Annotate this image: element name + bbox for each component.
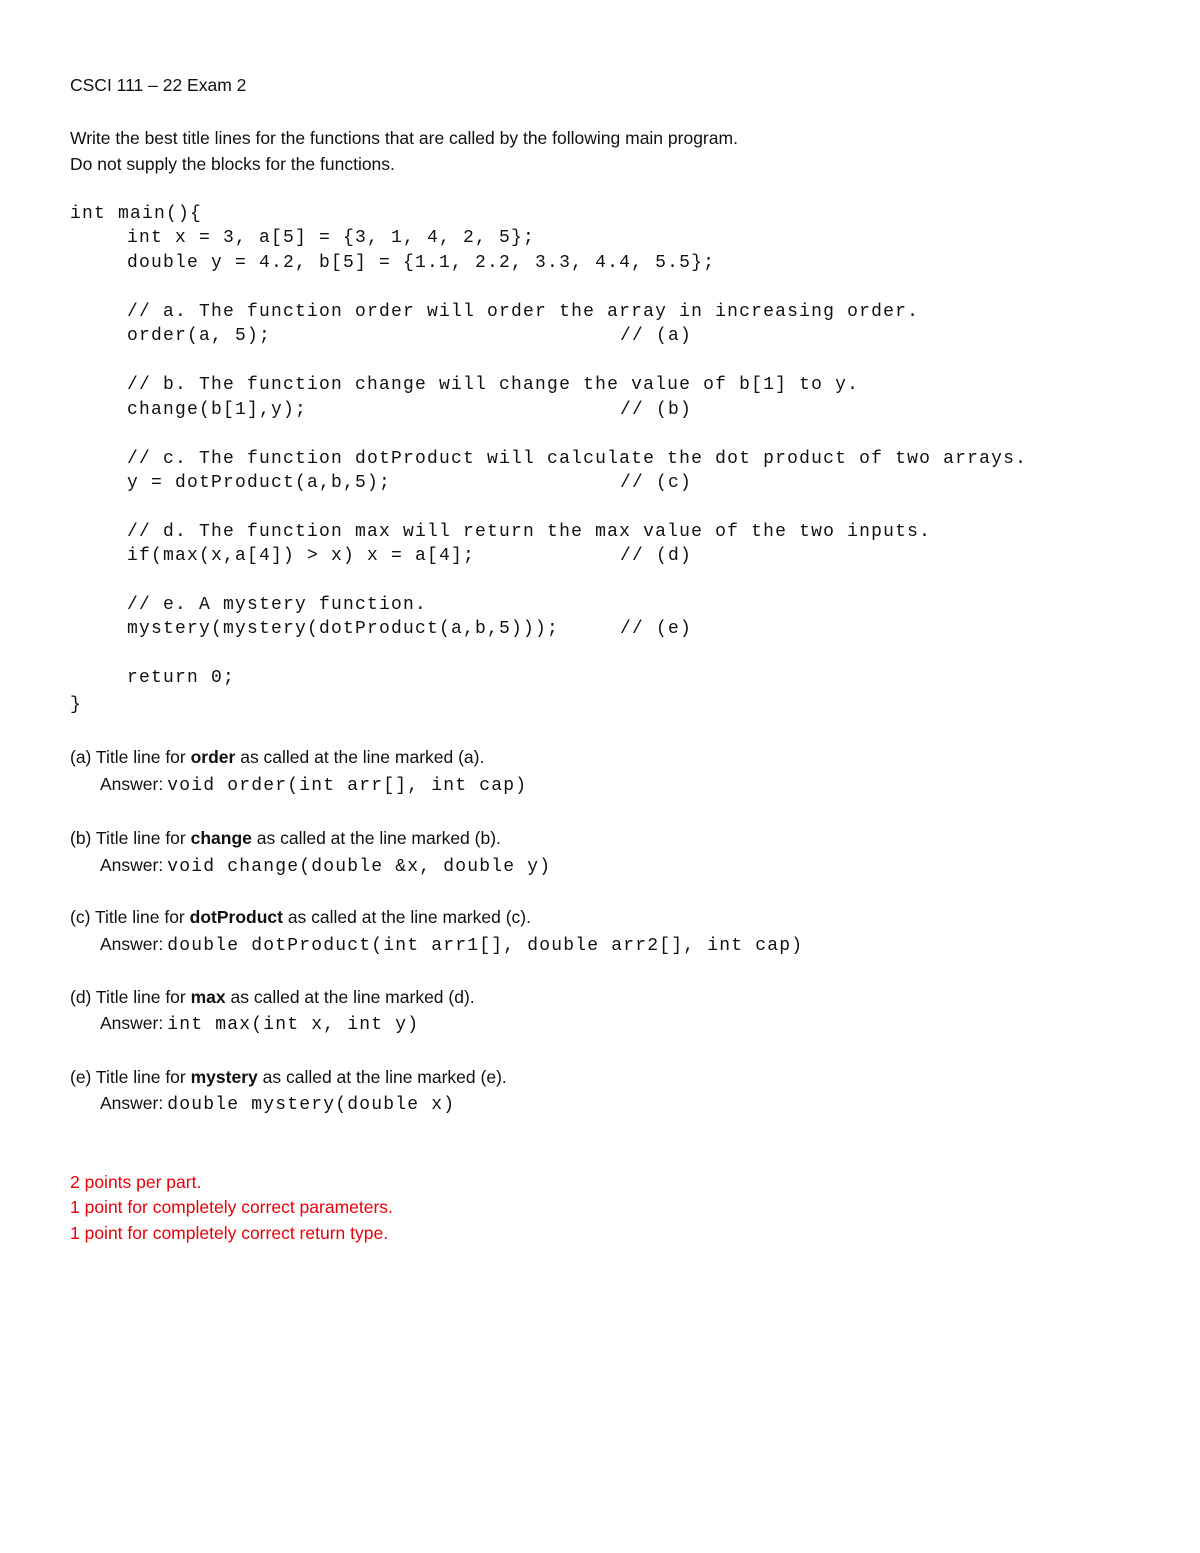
answer-e (100, 1091, 455, 1117)
code-comment-d: // d. The function max will return the max value of the two inputs. (127, 522, 932, 542)
question-a (70, 745, 484, 769)
question-d-text2: as called at the line marked (225, 987, 449, 1007)
grading-note-3: 1 point for completely correct return type. (70, 1223, 389, 1243)
question-b (70, 826, 501, 850)
answer-c (100, 932, 803, 958)
code-return: return 0; (127, 668, 236, 688)
code-decl-int: int x = 3, a[5] = {3, 1, 4, 2, 5}; (127, 228, 536, 248)
question-b-fn: change (190, 828, 252, 848)
answer-b-label: Answer: (100, 855, 164, 875)
instruction-line-2: Do not supply the blocks for the functions. (70, 154, 395, 174)
answer-d (100, 1011, 419, 1037)
question-a-fn: order (190, 747, 236, 767)
answer-d-label: Answer: (100, 1013, 164, 1033)
question-e (70, 1065, 507, 1089)
question-e-mark: (e). (480, 1067, 507, 1087)
question-a-mark: (a). (458, 747, 485, 767)
question-c-text2: as called at the line marked (282, 907, 506, 927)
question-c-fn: dotProduct (189, 907, 283, 927)
code-comment-b: // b. The function change will change the value of b[1] to y. (127, 375, 860, 395)
code-marker-b: // (b) (620, 400, 693, 420)
answer-c-code: double dotProduct(int arr1[], double arr2[], int cap) (167, 936, 804, 956)
code-stmt-d: if(max(x,a[4]) > x) x = a[4]; (127, 546, 476, 566)
question-d-text: Title line for (91, 987, 191, 1007)
question-a-label: (a) (70, 747, 92, 767)
code-stmt-e: mystery(mystery(dotProduct(a,b,5))); (127, 619, 560, 639)
answer-b-code: void change(double &x, double y) (167, 857, 552, 877)
question-c-label: (c) (70, 907, 91, 927)
question-d-mark: (d). (448, 987, 475, 1007)
answer-a (100, 772, 527, 798)
question-e-fn: mystery (190, 1067, 258, 1087)
code-stmt-b: change(b[1],y); (127, 400, 308, 420)
code-comment-a: // a. The function order will order the array in increasing order. (127, 302, 920, 322)
answer-c-label: Answer: (100, 934, 164, 954)
answer-a-code: void order(int arr[], int cap) (167, 776, 528, 796)
question-d-fn: max (190, 987, 226, 1007)
question-c-text: Title line for (90, 907, 190, 927)
answer-e-label: Answer: (100, 1093, 164, 1113)
question-e-label: (e) (70, 1067, 92, 1087)
page-title: CSCI 111 – 22 Exam 2 (70, 75, 247, 95)
code-marker-a: // (a) (620, 326, 693, 346)
grading-note-2: 1 point for completely correct parameters. (70, 1197, 393, 1217)
question-b-mark: (b). (474, 828, 501, 848)
question-a-text: Title line for (91, 747, 191, 767)
question-d-label: (d) (70, 987, 92, 1007)
question-d (70, 985, 475, 1009)
code-stmt-c: y = dotProduct(a,b,5); (127, 473, 392, 493)
code-comment-c: // c. The function dotProduct will calculate the dot product of two arrays. (127, 449, 1028, 469)
instruction-line-1: Write the best title lines for the functions that are called by the following main program. (70, 128, 738, 148)
question-e-text2: as called at the line marked (257, 1067, 481, 1087)
code-main-close: } (70, 695, 83, 715)
answer-b (100, 853, 551, 879)
grading-note-1: 2 points per part. (70, 1172, 202, 1192)
question-c (70, 905, 531, 929)
answer-d-code: int max(int x, int y) (167, 1015, 420, 1035)
answer-a-label: Answer: (100, 774, 164, 794)
question-b-label: (b) (70, 828, 92, 848)
code-comment-e: // e. A mystery function. (127, 595, 428, 615)
answer-e-code: double mystery(double x) (167, 1095, 456, 1115)
question-e-text: Title line for (91, 1067, 191, 1087)
code-stmt-a: order(a, 5); (127, 326, 272, 346)
question-c-mark: (c). (505, 907, 531, 927)
code-marker-e: // (e) (620, 619, 693, 639)
question-a-text2: as called at the line marked (235, 747, 459, 767)
code-main-open: int main(){ (70, 204, 203, 224)
code-decl-double: double y = 4.2, b[5] = {1.1, 2.2, 3.3, 4.4, 5.5}; (127, 253, 716, 273)
question-b-text: Title line for (91, 828, 191, 848)
code-marker-d: // (d) (620, 546, 693, 566)
question-b-text2: as called at the line marked (251, 828, 475, 848)
code-marker-c: // (c) (620, 473, 693, 493)
